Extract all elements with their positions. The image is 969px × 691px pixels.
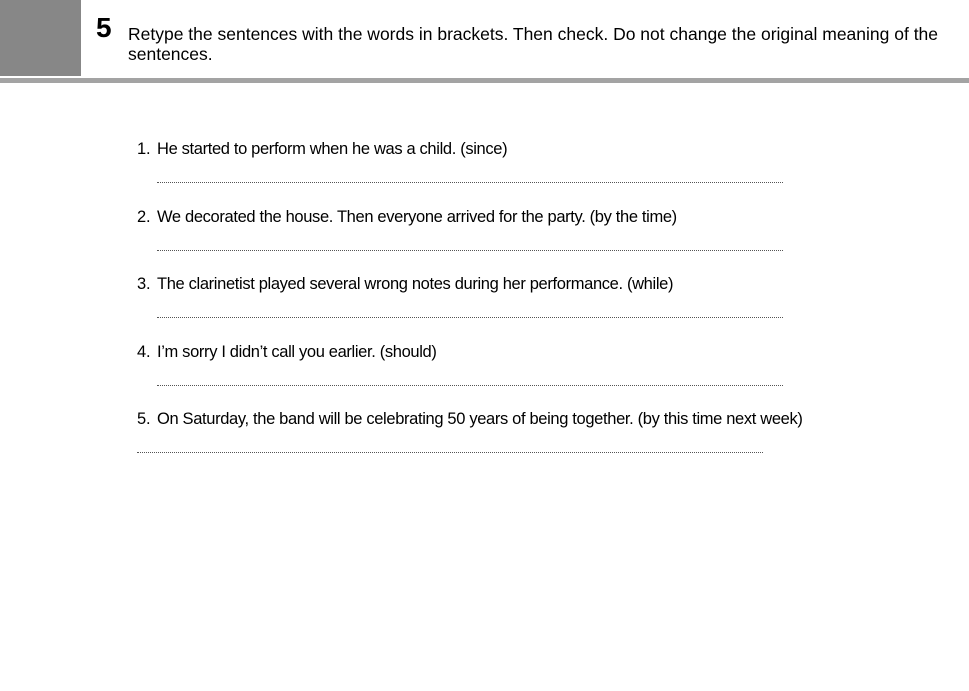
item-sentence: The clarinetist played several wrong notes during her performance. (while) (157, 275, 674, 293)
exercise-item (137, 137, 797, 205)
header-grey-block (0, 0, 81, 76)
item-sentence: On Saturday, the band will be celebrating 50 years of being together. (by this time next week) (157, 410, 803, 428)
item-number: 4. (137, 342, 151, 361)
item-sentence: He started to perform when he was a child. (since) (157, 140, 508, 158)
answer-line[interactable] (137, 452, 763, 453)
exercise-items (137, 137, 803, 475)
item-number: 3. (137, 275, 151, 293)
answer-line[interactable] (157, 317, 783, 318)
answer-line[interactable] (157, 385, 783, 386)
exercise-item (137, 205, 797, 273)
exercise-item (137, 272, 797, 340)
exercise-instruction: Retype the sentences with the words in brackets. Then check. Do not change the original meaning of the sentences. (128, 24, 939, 64)
exercise-number: 5 (96, 12, 112, 43)
item-number: 1. (137, 140, 151, 158)
item-number: 5. (137, 410, 151, 428)
item-sentence: I’m sorry I didn’t call you earlier. (should) (157, 342, 437, 361)
answer-line[interactable] (157, 182, 783, 183)
item-number: 2. (137, 207, 151, 226)
exercise-item (137, 407, 803, 475)
exercise-item (137, 340, 797, 408)
header-divider (0, 78, 969, 83)
answer-line[interactable] (157, 250, 783, 251)
item-sentence: We decorated the house. Then everyone arrived for the party. (by the time) (157, 207, 677, 226)
exercise-header (0, 0, 969, 77)
